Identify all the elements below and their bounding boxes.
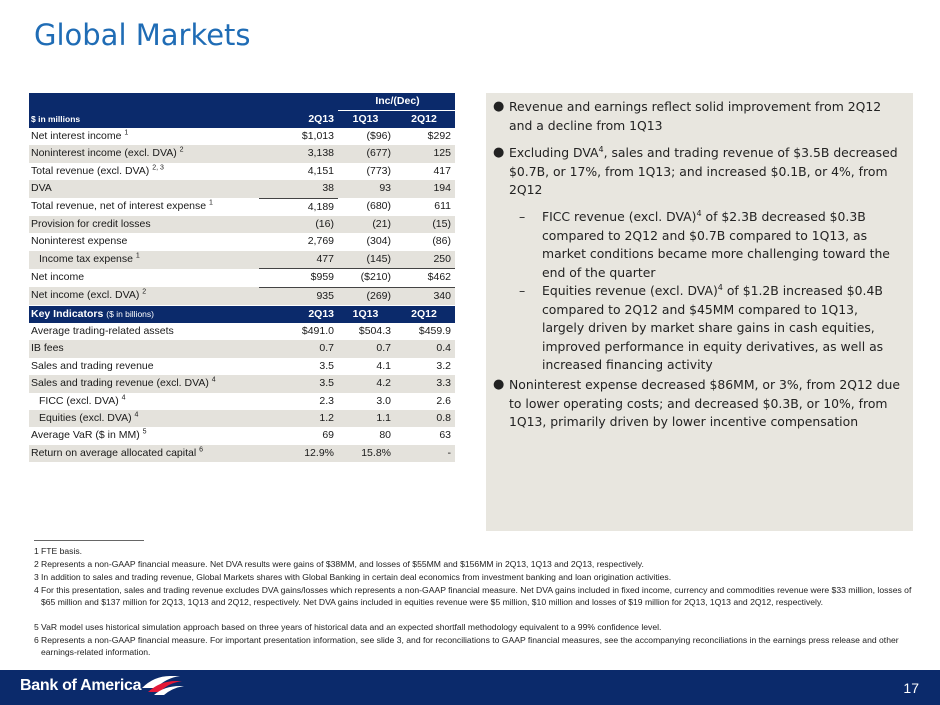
row-value <box>259 251 338 269</box>
cell-value: 477 <box>316 252 334 265</box>
table-row <box>29 233 455 250</box>
row-value <box>395 216 455 233</box>
footnote-ref: 1 <box>135 252 140 260</box>
table-header-row <box>29 111 455 129</box>
row-label <box>29 287 259 305</box>
row-label <box>29 163 259 180</box>
row-value <box>338 410 395 427</box>
bullet-item <box>493 98 904 135</box>
cell-value: $504.3 <box>358 325 391 337</box>
footnote-ref: 4 <box>121 394 126 402</box>
row-value <box>259 163 338 180</box>
row-value <box>395 198 455 216</box>
footnote-ref: 4 <box>598 144 604 154</box>
cell-value: 3.5 <box>319 377 334 390</box>
row-value <box>338 358 395 375</box>
cell-value: 2.6 <box>436 394 451 407</box>
table-row <box>29 375 455 392</box>
cell-value: 0.7 <box>319 342 334 355</box>
row-value <box>259 216 338 233</box>
row-value <box>338 393 395 410</box>
footnote-text: Represents a non-GAAP financial measure. Net DVA results were gains of $38MM, and losses of $55MM and $156MM in 2Q13, 1Q13 and 2Q13, respectively. <box>41 559 644 569</box>
cell-value: $959 <box>310 271 334 284</box>
row-value <box>395 251 455 269</box>
table-row <box>29 198 455 216</box>
cell-value: $462 <box>427 271 451 284</box>
row-value <box>259 269 338 287</box>
row-value <box>338 375 395 392</box>
row-label-text: Sales and trading revenue <box>31 359 154 372</box>
table-row <box>29 269 455 287</box>
row-value <box>395 358 455 375</box>
row-value <box>259 358 338 375</box>
cell-value: - <box>447 446 451 459</box>
footnote-text: FTE basis. <box>41 546 83 556</box>
row-value <box>395 323 455 340</box>
table-row <box>29 287 455 305</box>
bullet-text: Noninterest expense decreased $86MM, or 3%, from 2Q12 due to lower operating costs; and decreased $0.3B, or 10%, from 1Q13, primarily driven by lower incentive compensation <box>509 377 901 429</box>
row-label-text: Total revenue, net of interest expense <box>31 200 207 213</box>
cell-value: 340 <box>433 289 451 302</box>
row-value <box>338 180 395 198</box>
table-row <box>29 340 455 357</box>
financials-body <box>29 128 455 305</box>
footnote-ref: 4 <box>696 208 702 218</box>
footnote-text: VaR model uses historical simulation approach based on three years of historical data and an expected shortfall methodology equivalent to a 99% confidence level. <box>41 622 662 632</box>
footnote-ref: 1 <box>124 129 129 137</box>
footnote <box>34 545 914 557</box>
table-row <box>29 410 455 427</box>
financials-table <box>29 93 455 305</box>
col-header: 1Q13 <box>338 111 395 129</box>
bullet-text: Excluding DVA <box>509 145 599 160</box>
row-label <box>29 340 259 357</box>
footnote <box>34 558 914 570</box>
cell-value: 1.1 <box>376 412 391 425</box>
footnote-ref: 1 <box>209 199 213 207</box>
col-header: 2Q13 <box>259 111 338 129</box>
row-label-text: Provision for credit losses <box>31 218 151 231</box>
row-label-text: IB fees <box>31 342 64 355</box>
sub-bullet-text: FICC revenue (excl. DVA) <box>542 209 697 224</box>
cell-value: 194 <box>433 182 451 195</box>
row-value <box>338 269 395 287</box>
cell-value: (145) <box>366 252 391 265</box>
inc-dec-header: Inc/(Dec) <box>338 93 455 111</box>
dash-icon: – <box>519 283 526 298</box>
footnote-ref: 2 <box>142 288 147 296</box>
footnote-number: 5 <box>34 622 39 632</box>
row-value <box>395 145 455 162</box>
footnote <box>34 634 914 658</box>
row-label <box>29 427 259 444</box>
key-indicators-unit: ($ in billions) <box>106 309 154 319</box>
key-indicators-label: Key Indicators <box>31 308 104 320</box>
row-value <box>395 163 455 180</box>
cell-value: 1.2 <box>319 412 334 425</box>
row-value <box>395 269 455 287</box>
bullet-text: , sales and trading revenue of $3.5B decreased $0.7B, or 17%, from 1Q13; and increased $0.1B, or 4%, from 2Q12 <box>509 145 898 197</box>
row-value <box>259 445 338 462</box>
table-row <box>29 145 455 162</box>
cell-value: 93 <box>379 182 391 195</box>
cell-value: 12.9% <box>304 446 334 459</box>
cell-value: (15) <box>432 218 451 231</box>
cell-value: 0.4 <box>436 342 451 355</box>
row-label-text: Income tax expense <box>39 253 133 266</box>
cell-value: $491.0 <box>301 325 334 337</box>
row-label-text: Net income <box>31 271 85 284</box>
row-value <box>395 287 455 305</box>
row-label <box>29 198 259 216</box>
footnote-text: In addition to sales and trading revenue, Global Markets shares with Global Banking in certain deal economics from investment banking and loan origination activities. <box>41 572 672 582</box>
footnote-number: 3 <box>34 572 39 582</box>
cell-value: 2.3 <box>319 394 334 407</box>
row-label <box>29 410 259 427</box>
cell-value: 15.8% <box>361 446 391 459</box>
row-label-text: Equities (excl. DVA) <box>39 412 132 425</box>
unit-label: $ in millions <box>29 111 259 129</box>
footnote-ref: 2, 3 <box>152 164 164 172</box>
row-value <box>338 198 395 216</box>
footnote-ref: 5 <box>142 428 147 436</box>
cell-value: ($96) <box>366 130 391 142</box>
sub-bullet-text: of $1.2B increased $0.4B compared to 2Q12 and $45MM compared to 1Q13, largely driven by market share gains in cash equities, improved performance in equity derivatives, as well as increased financing activity <box>542 283 884 372</box>
cell-value: 935 <box>316 289 334 302</box>
row-label <box>29 323 259 340</box>
row-value <box>395 233 455 250</box>
row-label-text: Net income (excl. DVA) <box>31 289 140 302</box>
row-label <box>29 393 259 410</box>
sub-bullet-text: Equities revenue (excl. DVA) <box>542 283 718 298</box>
table-row <box>29 323 455 340</box>
cell-value: 4,151 <box>307 164 334 177</box>
dash-icon: – <box>519 209 526 224</box>
col-header: 1Q13 <box>338 306 395 323</box>
cell-value: 80 <box>379 429 391 442</box>
row-label <box>29 445 259 462</box>
page-title: Global Markets <box>34 18 251 52</box>
row-value <box>395 180 455 198</box>
cell-value: 3,138 <box>307 147 334 160</box>
row-value <box>338 216 395 233</box>
bullet-item <box>493 376 904 432</box>
table-row <box>29 163 455 180</box>
cell-value: 0.7 <box>376 342 391 355</box>
footnote-number: 2 <box>34 559 39 569</box>
footnote-ref: 4 <box>211 376 216 384</box>
row-value <box>259 375 338 392</box>
row-label <box>29 145 259 162</box>
cell-value: 3.2 <box>436 359 451 372</box>
table-row <box>29 128 455 145</box>
commentary-panel <box>486 93 913 531</box>
bullet-icon: ● <box>493 377 505 392</box>
cell-value: (680) <box>366 200 391 213</box>
cell-value: (16) <box>315 218 334 231</box>
row-value <box>338 287 395 305</box>
sub-bullet-text: of $2.3B decreased $0.3B compared to 2Q12 and $0.7B compared to 1Q13, as market conditions became more challenging toward the end of the quarter <box>542 209 890 280</box>
page-number: 17 <box>903 680 919 696</box>
cell-value: 4.2 <box>376 377 391 390</box>
footnote-number: 6 <box>34 635 39 645</box>
row-value <box>395 340 455 357</box>
col-header: 2Q12 <box>395 111 455 129</box>
row-label <box>29 128 259 145</box>
footnote <box>34 571 914 583</box>
row-label-text: DVA <box>31 182 52 195</box>
key-indicators-body <box>29 323 455 462</box>
row-value <box>338 427 395 444</box>
row-label-text: FICC (excl. DVA) <box>39 394 119 407</box>
bullet-item <box>493 144 904 200</box>
row-value <box>395 128 455 145</box>
row-value <box>395 445 455 462</box>
col-header: 2Q13 <box>259 306 338 323</box>
footnote-number: 4 <box>34 585 39 595</box>
row-value <box>338 233 395 250</box>
footnote-ref: 4 <box>134 411 139 419</box>
cell-value: (269) <box>366 289 391 302</box>
footnote <box>34 584 914 608</box>
table-row <box>29 180 455 198</box>
row-value <box>338 323 395 340</box>
sub-bullet-item <box>519 208 894 282</box>
cell-value: (677) <box>366 147 391 160</box>
cell-value: 63 <box>439 429 451 442</box>
flag-logo-icon <box>140 674 184 696</box>
row-label-text: Net interest income <box>31 130 122 142</box>
row-value <box>259 180 338 198</box>
footnote-ref: 4 <box>717 282 723 292</box>
row-value <box>259 233 338 250</box>
row-value <box>259 323 338 340</box>
row-value <box>259 427 338 444</box>
row-label <box>29 180 259 198</box>
footnote-ref: 6 <box>199 446 204 454</box>
row-label <box>29 269 259 287</box>
table-row <box>29 393 455 410</box>
sub-bullet-item <box>519 282 894 375</box>
cell-value: 2,769 <box>307 235 334 248</box>
bullet-icon: ● <box>493 99 505 114</box>
row-value <box>395 410 455 427</box>
row-value <box>338 163 395 180</box>
row-value <box>338 445 395 462</box>
bank-logo-text: Bank of America <box>20 677 142 694</box>
row-value <box>338 251 395 269</box>
table-row <box>29 445 455 462</box>
row-label <box>29 251 259 269</box>
row-label <box>29 375 259 392</box>
row-label-text: Total revenue (excl. DVA) <box>31 164 150 177</box>
table-header-row <box>29 306 455 323</box>
cell-value: $459.9 <box>418 325 451 337</box>
footnote-text: Represents a non-GAAP financial measure. For important presentation information, see slide 3, and for reconciliations to GAAP financial measures, see the accompanying reconciliations in the earnings press release and other earnings-related information. <box>41 635 899 657</box>
cell-value: 250 <box>433 252 451 265</box>
table-group-header-row <box>29 93 455 111</box>
cell-value: (86) <box>432 235 451 248</box>
table-row <box>29 216 455 233</box>
cell-value: 0.8 <box>436 412 451 425</box>
table-row <box>29 427 455 444</box>
cell-value: 417 <box>433 164 451 177</box>
row-value <box>259 410 338 427</box>
cell-value: $1,013 <box>301 130 334 142</box>
row-label-text: Sales and trading revenue (excl. DVA) <box>31 377 209 390</box>
cell-value: 3.5 <box>319 359 334 372</box>
footnote-ref: 2 <box>179 146 184 154</box>
row-value <box>395 375 455 392</box>
cell-value: (21) <box>372 218 391 231</box>
bullet-icon: ● <box>493 145 505 160</box>
table-row <box>29 358 455 375</box>
row-value <box>259 340 338 357</box>
row-value <box>259 145 338 162</box>
row-label-text: Average VaR ($ in MM) <box>31 429 140 442</box>
row-label <box>29 358 259 375</box>
row-value <box>338 340 395 357</box>
cell-value: 4,189 <box>307 200 334 213</box>
key-indicators-table <box>29 306 455 462</box>
cell-value: 611 <box>434 200 451 213</box>
cell-value: $292 <box>427 130 451 142</box>
bullet-text: Revenue and earnings reflect solid improvement from 2Q12 and a decline from 1Q13 <box>509 99 882 133</box>
table-row <box>29 251 455 269</box>
footnote <box>34 621 914 633</box>
row-label-text: Return on average allocated capital <box>31 446 197 459</box>
row-value <box>259 128 338 145</box>
row-label-text: Average trading-related assets <box>31 325 174 337</box>
cell-value: ($210) <box>360 271 391 284</box>
col-header: 2Q12 <box>395 306 455 323</box>
row-label <box>29 216 259 233</box>
cell-value: 125 <box>433 147 451 160</box>
row-label <box>29 233 259 250</box>
row-value <box>395 393 455 410</box>
footnote-divider <box>34 540 144 541</box>
row-label-text: Noninterest income (excl. DVA) <box>31 147 177 160</box>
row-value <box>338 128 395 145</box>
row-value <box>259 393 338 410</box>
cell-value: (773) <box>366 164 391 177</box>
row-value <box>259 287 338 305</box>
cell-value: 38 <box>322 182 334 195</box>
footnote-text: For this presentation, sales and trading revenue excludes DVA gains/losses which represents a non-GAAP financial measure. Net DVA gains included in fixed income, currency and commodities revenue were $33 million, losses of $65 million and $137 million for 2Q13, 1Q13 and 2Q12, respectively. Net DVA gains included in equities revenue were $5 million, $10 million and losses of $19 million for 2Q13, 1Q13 and 2Q12, respectively. <box>41 585 912 607</box>
cell-value: 3.3 <box>436 377 451 390</box>
row-value <box>259 198 338 216</box>
row-value <box>338 145 395 162</box>
cell-value: (304) <box>366 235 391 248</box>
cell-value: 69 <box>322 429 334 442</box>
row-label-text: Noninterest expense <box>31 235 128 248</box>
row-value <box>395 427 455 444</box>
cell-value: 4.1 <box>376 359 391 372</box>
cell-value: 3.0 <box>376 394 391 407</box>
footnote-number: 1 <box>34 546 39 556</box>
